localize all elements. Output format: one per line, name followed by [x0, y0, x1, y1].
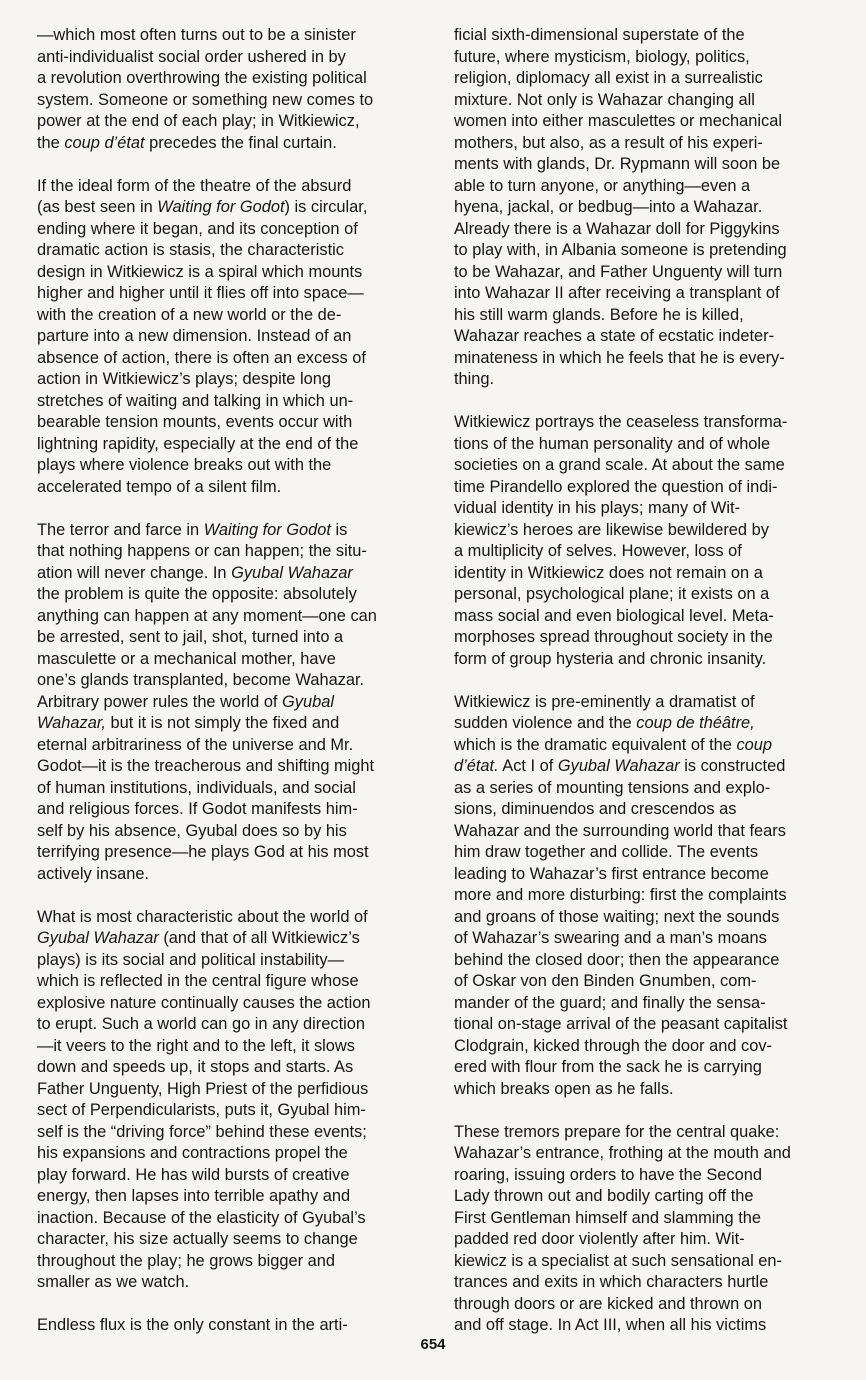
text-line: mander of the guard; and finally the sensa-: [454, 993, 766, 1012]
text-line: one’s glands transplanted, become Wahazar.: [37, 671, 365, 689]
text-line: Clodgrain, kicked through the door and cov-: [454, 1036, 772, 1055]
italic-text: Waiting for Godot: [203, 520, 331, 539]
text-line: identity in Witkiewicz does not remain on a: [454, 563, 763, 582]
text-line: which is the dramatic equivalent of the coup: [454, 735, 772, 754]
text-line: personal, psychological plane; it exists on a: [454, 585, 770, 603]
text-line: as a series of mounting tensions and explo-: [454, 778, 771, 797]
text-line: Lady thrown out and bodily carting off the: [454, 1187, 754, 1205]
text-line: the problem is quite the opposite: absolutely: [37, 585, 357, 603]
text-line: his still warm glands. Before he is killed,: [454, 305, 744, 324]
text-line: sect of Perpendicularists, puts it, Gyubal him-: [37, 1101, 366, 1119]
text-line: sudden violence and the coup de théâtre,: [454, 714, 755, 732]
text-line: down and speeds up, it stops and starts. As: [37, 1058, 354, 1076]
text-line: throughout the play; he grows bigger and: [37, 1251, 335, 1270]
text-line: action in Witkiewicz’s plays; despite long: [37, 370, 331, 388]
italic-text: d’état.: [454, 757, 499, 775]
text-line: smaller as we watch.: [37, 1273, 190, 1291]
text-line: anti-individualist social order ushered in by: [37, 47, 346, 66]
text-line: ending where it began, and its conception of: [37, 219, 358, 238]
text-line: d’état. Act I of Gyubal Wahazar is constructed: [454, 757, 786, 775]
text-line: of Oskar von den Binden Gnumben, com-: [454, 972, 757, 990]
text-line: ered with flour from the sack he is carrying: [454, 1058, 762, 1076]
text-line: mothers, but also, as a result of his experi-: [454, 133, 763, 152]
text-line: power at the end of each play; in Witkiewicz,: [37, 112, 360, 130]
text-line: time Pirandello explored the question of indi-: [454, 477, 778, 496]
text-line: plays where violence breaks out with the: [37, 456, 332, 474]
text-line: bearable tension mounts, events occur with: [37, 413, 353, 431]
text-line: vidual identity in his plays; many of Wit-: [454, 499, 741, 517]
text-line: —it veers to the right and to the left, it slows: [37, 1036, 355, 1055]
text-line: religion, diplomacy all exist in a surrealistic: [454, 69, 763, 87]
italic-text: Waiting for Godot: [157, 198, 285, 216]
text-line: trances and exits in which characters hurtle: [454, 1273, 769, 1291]
text-line: self is the “driving force” behind these events;: [37, 1122, 367, 1141]
paragraph-gap: [454, 1100, 830, 1122]
text-line: Already there is a Wahazar doll for Piggykins: [454, 219, 780, 238]
text-line: The terror and farce in Waiting for Godot is: [37, 520, 348, 539]
paragraph: [454, 412, 830, 670]
italic-text: Wahazar,: [37, 714, 106, 732]
text-line: Witkiewicz portrays the ceaseless transforma-: [454, 413, 788, 431]
text-line: and off stage. In Act III, when all his victims: [454, 1316, 767, 1334]
text-line: morphoses spread throughout society in the: [454, 628, 773, 646]
text-line: inaction. Because of the elasticity of Gyubal’s: [37, 1208, 366, 1227]
text-line: actively insane.: [37, 864, 150, 883]
italic-text: Gyubal Wahazar: [557, 757, 680, 775]
paragraph-gap: [37, 498, 414, 520]
paragraph: [37, 907, 414, 1294]
text-line: of Wahazar’s swearing and a man’s moans: [454, 929, 767, 947]
paragraph-gap: [454, 391, 830, 413]
text-line: What is most characteristic about the world of: [37, 907, 368, 926]
text-line: Father Unguenty, High Priest of the perfidious: [37, 1079, 369, 1098]
text-line: Witkiewicz is pre-eminently a dramatist of: [454, 692, 755, 711]
text-line: character, his size actually seems to change: [37, 1230, 358, 1248]
text-line: Arbitrary power rules the world of Gyubal: [37, 692, 334, 711]
text-line: and groans of those waiting; next the sounds: [454, 907, 780, 926]
text-line: to be Wahazar, and Father Unguenty will turn: [454, 262, 783, 281]
text-line: tional on-stage arrival of the peasant capitalist: [454, 1015, 788, 1033]
paragraph-gap: [454, 670, 830, 692]
text-line: lightning rapidity, especially at the end of the: [37, 434, 359, 453]
text-line: higher and higher until it flies off into space—: [37, 284, 364, 302]
text-line: If the ideal form of the theatre of the absurd: [37, 176, 352, 195]
text-line: roaring, issuing orders to have the Second: [454, 1165, 762, 1184]
paragraph: [37, 1315, 414, 1337]
text-line: which is reflected in the central figure whose: [37, 972, 359, 990]
text-line: mass social and even biological level. Meta-: [454, 606, 774, 625]
text-line: his expansions and contractions propel the: [37, 1144, 348, 1162]
text-line: future, where mysticism, biology, politics,: [454, 47, 750, 66]
text-line: more and more disturbing: first the complaints: [454, 886, 787, 904]
text-line: mixture. Not only is Wahazar changing all: [454, 90, 755, 109]
text-line: design in Witkiewicz is a spiral which mounts: [37, 262, 363, 281]
italic-text: Gyubal Wahazar: [37, 929, 159, 947]
text-line: kiewicz’s heroes are likewise bewildered by: [454, 520, 769, 539]
text-line: the coup d’état precedes the final curtain.: [37, 133, 337, 152]
text-line: Wahazar and the surrounding world that fears: [454, 821, 786, 840]
paragraph: [37, 520, 414, 886]
italic-text: coup de théâtre,: [636, 714, 755, 732]
paragraph-gap: [37, 1294, 414, 1316]
text-line: sions, diminuendos and crescendos as: [454, 800, 737, 818]
italic-text: Gyubal: [282, 692, 334, 711]
text-line: tions of the human personality and of whole: [454, 434, 771, 453]
text-line: be arrested, sent to jail, shot, turned into a: [37, 628, 344, 646]
text-line: play forward. He has wild bursts of creative: [37, 1165, 350, 1184]
text-line: women into either masculettes or mechanical: [454, 112, 782, 130]
text-line: to erupt. Such a world can go in any direction: [37, 1015, 366, 1033]
italic-text: coup d’état: [64, 133, 145, 152]
italic-text: coup: [736, 735, 772, 754]
page-number: 654: [420, 1336, 446, 1353]
text-line: a multiplicity of selves. However, loss of: [454, 542, 742, 560]
text-line: self by his absence, Gyubal does so by his: [37, 821, 347, 840]
text-line: with the creation of a new world or the de-: [37, 305, 342, 324]
text-line: absence of action, there is often an excess of: [37, 348, 366, 367]
left-column: [37, 25, 414, 1337]
text-line: hyena, jackal, or bedbug—into a Wahazar.: [454, 198, 763, 216]
text-line: First Gentleman himself and slamming the: [454, 1208, 761, 1227]
text-line: Godot—it is the treacherous and shifting might: [37, 757, 375, 775]
text-line: ments with glands, Dr. Rypmann will soon be: [454, 155, 781, 173]
italic-text: Gyubal Wahazar: [231, 563, 353, 582]
paragraph: [454, 1122, 830, 1337]
paragraph: [37, 176, 414, 499]
text-line: explosive nature continually causes the action: [37, 993, 371, 1012]
text-line: Endless flux is the only constant in the arti-: [37, 1316, 348, 1334]
text-line: —which most often turns out to be a sinister: [37, 26, 356, 44]
text-line: Wahazar reaches a state of ecstatic indeter-: [454, 327, 775, 345]
text-line: leading to Wahazar’s first entrance become: [454, 864, 769, 883]
text-line: masculette or a mechanical mother, have: [37, 649, 336, 668]
text-line: which breaks open as he falls.: [454, 1079, 674, 1098]
text-line: plays) is its social and political instability—: [37, 950, 344, 969]
paragraph: [37, 25, 414, 154]
text-line: that nothing happens or can happen; the situ-: [37, 542, 367, 560]
paragraph-gap: [37, 885, 414, 907]
text-line: and religious forces. If Godot manifests him-: [37, 800, 358, 818]
text-line: Wahazar’s entrance, frothing at the mouth and: [454, 1144, 791, 1162]
text-line: padded red door violently after him. Wit-: [454, 1230, 745, 1248]
text-line: stretches of waiting and talking in which un-: [37, 391, 354, 410]
text-line: through doors or are kicked and thrown on: [454, 1294, 762, 1313]
text-line: form of group hysteria and chronic insanity.: [454, 649, 767, 668]
text-line: kiewicz is a specialist at such sensational en-: [454, 1251, 782, 1270]
text-line: societies on a grand scale. At about the same: [454, 456, 785, 474]
right-column: [454, 25, 830, 1337]
text-line: Gyubal Wahazar (and that of all Witkiewicz’s: [37, 929, 360, 947]
text-line: of human institutions, individuals, and social: [37, 778, 356, 797]
text-line: anything can happen at any moment—one can: [37, 606, 377, 625]
text-line: accelerated tempo of a silent film.: [37, 477, 282, 496]
text-line: to play with, in Albania someone is pretending: [454, 241, 787, 259]
text-line: ficial sixth-dimensional superstate of the: [454, 26, 745, 44]
text-line: parture into a new dimension. Instead of an: [37, 327, 352, 345]
paragraph: [454, 25, 830, 391]
text-line: terrifying presence—he plays God at his most: [37, 843, 369, 861]
text-line: into Wahazar II after receiving a transplant of: [454, 284, 780, 302]
text-line: ation will never change. In Gyubal Wahazar: [37, 563, 353, 582]
text-line: energy, then lapses into terrible apathy and: [37, 1187, 351, 1205]
paragraph: [454, 692, 830, 1101]
text-line: behind the closed door; then the appearance: [454, 950, 780, 969]
text-line: a revolution overthrowing the existing political: [37, 69, 367, 87]
text-line: (as best seen in Waiting for Godot) is circular,: [37, 198, 368, 216]
text-line: These tremors prepare for the central quake:: [454, 1122, 780, 1141]
text-line: able to turn anyone, or anything—even a: [454, 176, 751, 195]
paragraph-gap: [37, 154, 414, 176]
text-line: minateness in which he feels that he is every-: [454, 348, 785, 367]
text-line: Wahazar, but it is not simply the fixed and: [37, 714, 340, 732]
text-line: him draw together and collide. The events: [454, 843, 759, 861]
text-line: eternal arbitrariness of the universe and Mr.: [37, 735, 354, 754]
text-line: system. Someone or something new comes to: [37, 90, 374, 109]
text-line: thing.: [454, 370, 495, 388]
text-line: dramatic action is stasis, the characteristic: [37, 241, 344, 259]
